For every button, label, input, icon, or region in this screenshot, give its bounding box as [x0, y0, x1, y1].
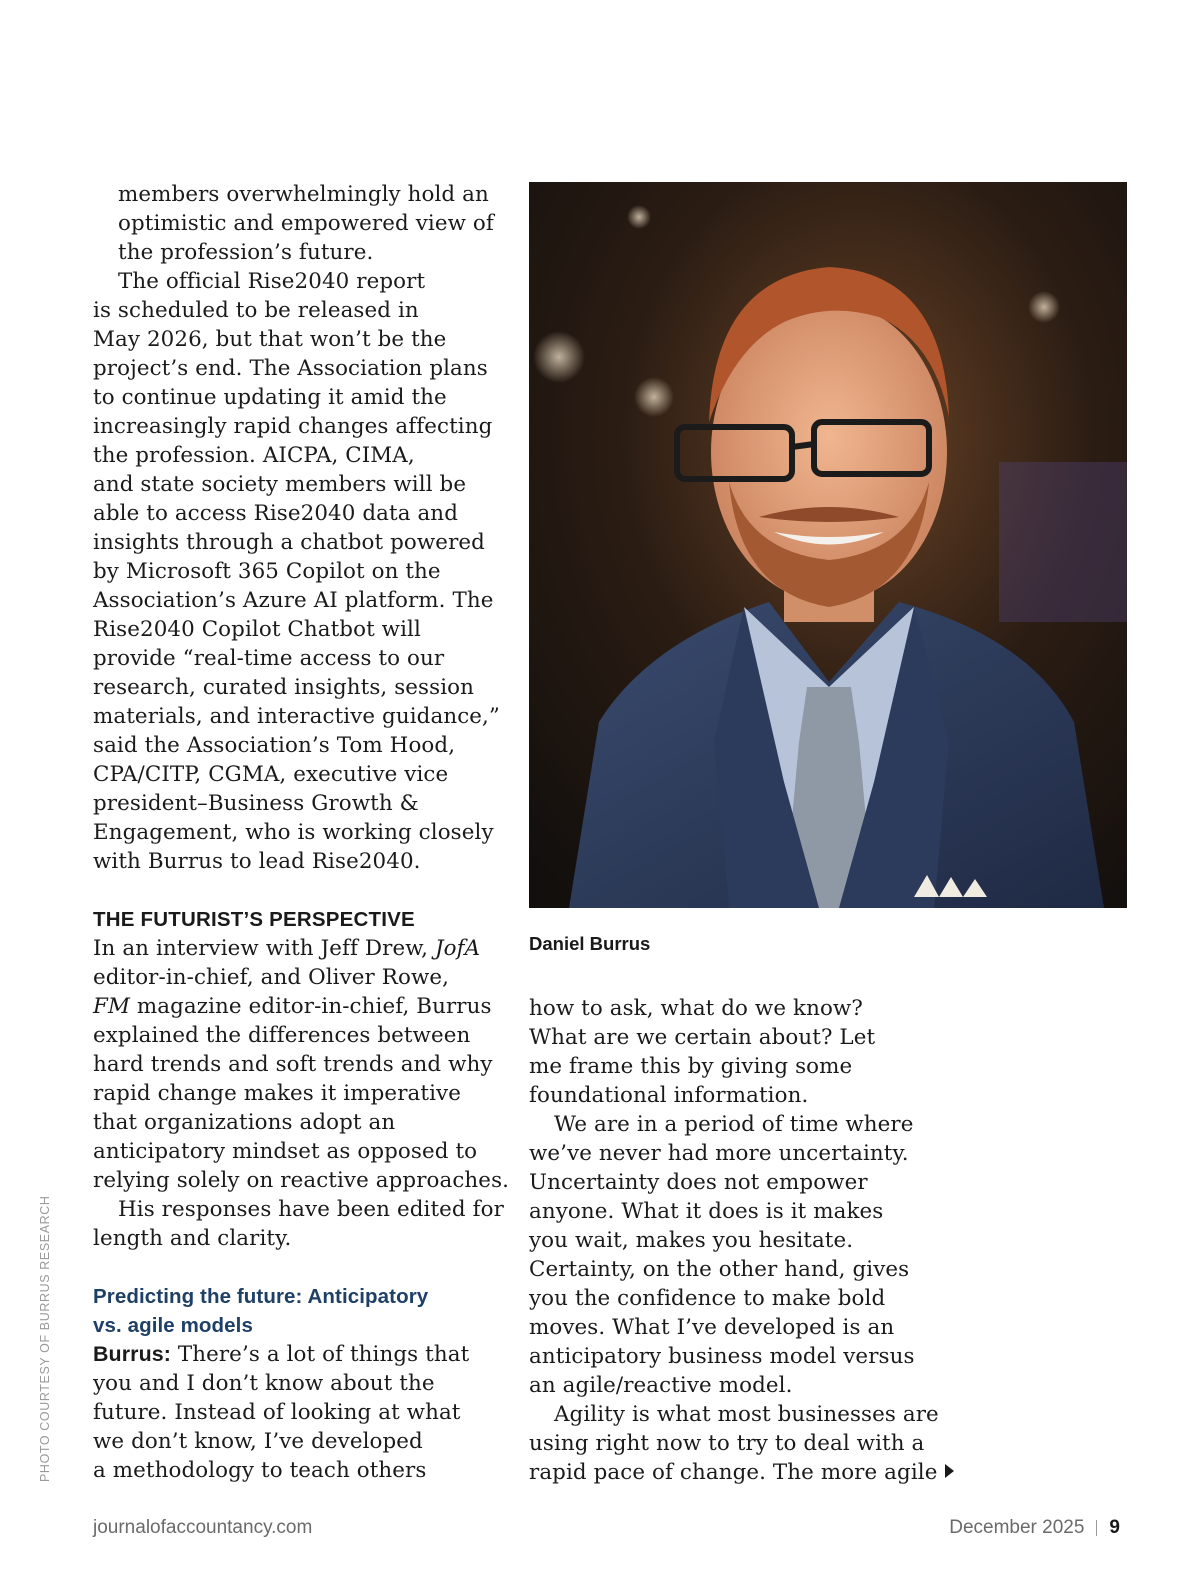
text-line: project’s end. The Association plans: [93, 356, 488, 381]
text-line: FM magazine editor-in-chief, Burrus: [93, 994, 492, 1019]
text-line: May 2026, but that won’t be the: [93, 327, 447, 352]
text-line: anyone. What it does is it makes: [529, 1199, 884, 1224]
page-footer: [93, 1517, 1120, 1543]
text-line: materials, and interactive guidance,”: [93, 704, 500, 729]
footer-divider: [1096, 1520, 1097, 1536]
page-number: 9: [1109, 1517, 1120, 1538]
text-line: Certainty, on the other hand, gives: [529, 1257, 910, 1282]
text-line: is scheduled to be released in: [93, 298, 419, 323]
text-line: you the confidence to make bold: [529, 1286, 886, 1311]
text-line: In an interview with Jeff Drew, JofA: [93, 936, 481, 961]
portrait-photo: [529, 182, 1127, 908]
text-line: to continue updating it amid the: [93, 385, 447, 410]
text-line: using right now to try to deal with a: [529, 1431, 925, 1456]
text-line: able to access Rise2040 data and: [93, 501, 458, 526]
text-line: The official Rise2040 report: [118, 269, 426, 294]
footer-site: journalofaccountancy.com: [93, 1517, 313, 1538]
text-line: provide “real-time access to our: [93, 646, 445, 671]
text-line: Rise2040 Copilot Chatbot will: [93, 617, 421, 642]
text-line: president–Business Growth &: [93, 791, 419, 816]
text-line: rapid change makes it imperative: [93, 1081, 461, 1106]
portrait-illustration: [529, 182, 1127, 908]
text-line: Burrus: There’s a lot of things that: [93, 1342, 470, 1367]
text-line: said the Association’s Tom Hood,: [93, 733, 456, 758]
continue-arrow-icon: [945, 1464, 954, 1478]
text-line: relying solely on reactive approaches.: [93, 1168, 510, 1193]
text-line: rapid pace of change. The more agile: [529, 1458, 949, 1487]
text-line: insights through a chatbot powered: [93, 530, 485, 555]
text-line: moves. What I’ve developed is an: [529, 1315, 895, 1340]
left-column: [93, 180, 508, 1485]
text-line: future. Instead of looking at what: [93, 1400, 461, 1425]
text-line: that organizations adopt an: [93, 1110, 396, 1135]
text-line: His responses have been edited for: [118, 1197, 504, 1222]
text-line: the profession. AICPA, CIMA,: [93, 443, 415, 468]
text-line: the profession’s future.: [118, 240, 374, 265]
text-line: anticipatory business model versus: [529, 1344, 915, 1369]
text-line: CPA/CITP, CGMA, executive vice: [93, 762, 449, 787]
text-line: by Microsoft 365 Copilot on the: [93, 559, 441, 584]
footer-right: [949, 1517, 1120, 1539]
text-line: Engagement, who is working closely: [93, 820, 494, 845]
text-line: with Burrus to lead Rise2040.: [93, 849, 421, 874]
text-line: hard trends and soft trends and why: [93, 1052, 493, 1077]
text-line: an agile/reactive model.: [529, 1373, 793, 1398]
text-line: me frame this by giving some: [529, 1054, 853, 1079]
text-line: you wait, makes you hesitate.: [529, 1228, 854, 1253]
text-line: research, curated insights, session: [93, 675, 475, 700]
text-line: how to ask, what do we know?: [529, 996, 863, 1021]
text-line: we’ve never had more uncertainty.: [529, 1141, 909, 1166]
text-line: explained the differences between: [93, 1023, 471, 1048]
subheading: Predicting the future: Anticipatory: [93, 1285, 429, 1308]
section-heading: THE FUTURIST’S PERSPECTIVE: [93, 908, 415, 931]
text-line: Uncertainty does not empower: [529, 1170, 868, 1195]
text-line: editor-in-chief, and Oliver Rowe,: [93, 965, 450, 990]
text-line: foundational information.: [529, 1083, 809, 1108]
text-line: We are in a period of time where: [554, 1112, 914, 1137]
text-line: a methodology to teach others: [93, 1458, 427, 1483]
right-column: [529, 994, 949, 1487]
text-line: increasingly rapid changes affecting: [93, 414, 493, 439]
text-line: Agility is what most businesses are: [554, 1402, 939, 1427]
text-line: anticipatory mindset as opposed to: [93, 1139, 478, 1164]
text-line: and state society members will be: [93, 472, 467, 497]
photo-credit: PHOTO COURTESY OF BURRUS RESEARCH: [38, 1195, 52, 1482]
subheading: vs. agile models: [93, 1314, 253, 1337]
text-line: members overwhelmingly hold an: [118, 182, 489, 207]
text-line: optimistic and empowered view of: [118, 211, 494, 236]
text-line: you and I don’t know about the: [93, 1371, 435, 1396]
photo-caption: Daniel Burrus: [529, 933, 651, 954]
text-line: we don’t know, I’ve developed: [93, 1429, 423, 1454]
text-line: What are we certain about? Let: [529, 1025, 876, 1050]
text-line: Association’s Azure AI platform. The: [93, 588, 494, 613]
speaker-label: Burrus:: [93, 1342, 171, 1366]
footer-date: December 2025: [949, 1517, 1085, 1538]
text-line: length and clarity.: [93, 1226, 292, 1251]
